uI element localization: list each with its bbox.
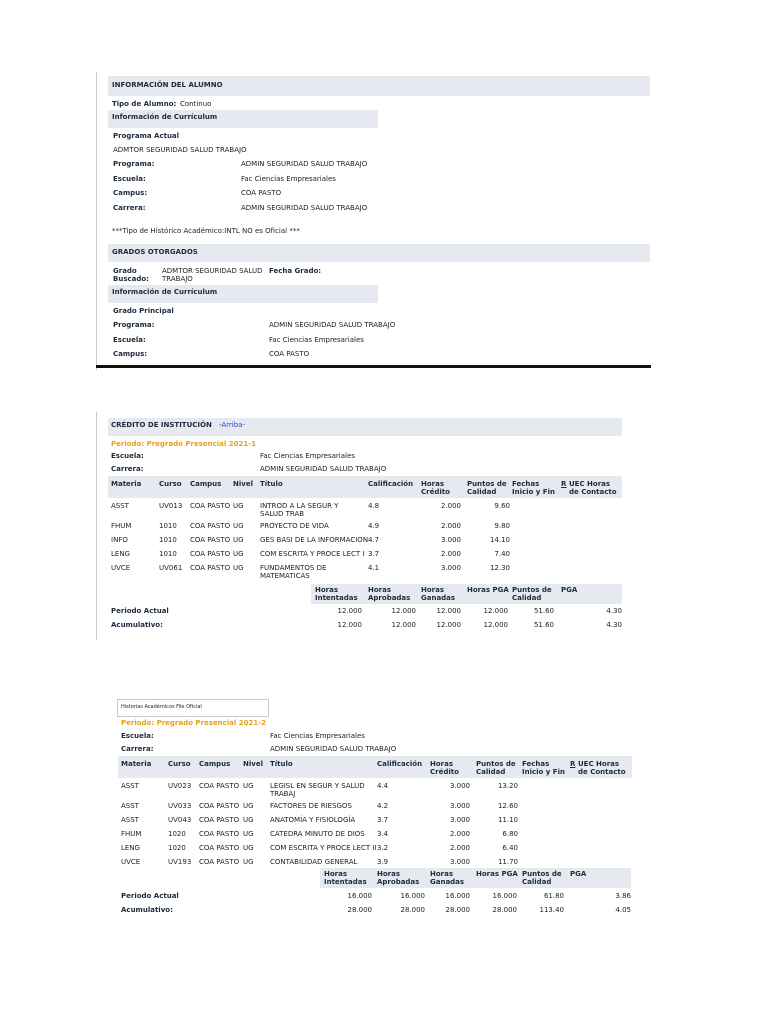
curso: UV043	[168, 816, 192, 824]
titulo: ANATOMÍA Y FISIOLOGÍA	[270, 816, 356, 824]
curso: 1010	[159, 522, 177, 530]
horas: 3.000	[440, 536, 461, 544]
titulo: INTROD A LA SEGUR Y SALUD TRAB	[260, 502, 339, 518]
campus: COA PASTO	[190, 536, 231, 544]
col-calificacion: Calificación	[368, 480, 414, 488]
programa-actual-label: Programa Actual	[113, 132, 180, 140]
puntos: 9.80	[494, 522, 510, 530]
carrera-label: Carrera:	[113, 204, 146, 212]
horas: 3.000	[440, 564, 461, 572]
campus: COA PASTO	[199, 844, 240, 852]
horas: 3.000	[449, 858, 470, 866]
campus: COA PASTO	[190, 564, 231, 572]
col-campus: Campus	[190, 480, 222, 488]
sum-puntos: Puntos de Calidad	[522, 870, 562, 886]
horas-pga: 16.000	[492, 892, 517, 900]
carrera-value: ADMIN SEGURIDAD SALUD TRABAJO	[241, 204, 368, 212]
calificacion: 3.7	[377, 816, 389, 824]
horas: 2.000	[440, 502, 461, 510]
horas: 3.000	[449, 816, 470, 824]
aprobadas: 16.000	[400, 892, 425, 900]
sum-aprobadas: Horas Aprobadas	[377, 870, 420, 886]
unofficial-note: ***Tipo de Histórico Académico:INTL NO es Oficial ***	[112, 227, 300, 235]
horas-pga: 28.000	[492, 906, 517, 914]
col-r: R	[561, 480, 567, 488]
campus: COA PASTO	[199, 858, 240, 866]
campus: COA PASTO	[199, 782, 240, 790]
grados-title: GRADOS OTORGADOS	[112, 248, 198, 256]
calificacion: 4.4	[377, 782, 389, 790]
titulo: PROYECTO DE VIDA	[260, 522, 329, 530]
titulo: GES BASI DE LA INFORMACION	[260, 536, 369, 544]
left-border-2	[96, 412, 97, 640]
summary-label: Acumulativo:	[111, 621, 163, 629]
nivel: UG	[233, 550, 244, 558]
escuela2-value: Fac Ciencias Empresariales	[269, 336, 364, 344]
sum-horas-pga: Horas PGA	[476, 870, 518, 878]
intentadas: 16.000	[347, 892, 372, 900]
calificacion: 3.9	[377, 858, 389, 866]
materia: LENG	[121, 844, 140, 852]
nivel: UG	[243, 844, 254, 852]
materia: UVCE	[121, 858, 141, 866]
aprobadas: 12.000	[391, 607, 416, 615]
sum-pga: PGA	[570, 870, 587, 878]
summary-label: Acumulativo:	[121, 906, 173, 914]
puntos: 51.60	[533, 607, 554, 615]
col-nivel: Nivel	[243, 760, 263, 768]
col-fechas: Fechas Inicio y Fin	[522, 760, 565, 776]
intentadas: 28.000	[347, 906, 372, 914]
section-title: INFORMACIÓN DEL ALUMNO	[112, 81, 223, 89]
materia: ASST	[121, 782, 139, 790]
curso: UV023	[168, 782, 192, 790]
escuela-label-3: Escuela:	[121, 732, 154, 740]
horas: 2.000	[449, 844, 470, 852]
sum-pga: PGA	[561, 586, 578, 594]
curso: 1020	[168, 830, 186, 838]
curso: 1010	[159, 536, 177, 544]
campus: COA PASTO	[190, 550, 231, 558]
campus2-value: COA PASTO	[269, 350, 310, 358]
col-puntos-calidad: Puntos de Calidad	[467, 480, 507, 496]
col-horas-credito: Horas Crédito	[421, 480, 450, 496]
periodo-label-2: Periodo: Pregrado Presencial 2021-2	[121, 719, 266, 727]
puntos: 113.40	[539, 906, 564, 914]
horas: 2.000	[449, 830, 470, 838]
puntos: 14.10	[489, 536, 510, 544]
col-uec: UEC Horas de Contacto	[569, 480, 617, 496]
horas: 3.000	[449, 802, 470, 810]
nivel: UG	[233, 522, 244, 530]
titulo: CONTABILIDAD GENERAL	[270, 858, 358, 866]
campus-value: COA PASTO	[241, 189, 282, 197]
calificacion: 3.2	[377, 844, 389, 852]
bottom-rule	[96, 365, 651, 368]
nivel: UG	[233, 564, 244, 572]
programa-value: ADMIN SEGURIDAD SALUD TRABAJO	[241, 160, 368, 168]
puntos: 12.60	[497, 802, 518, 810]
materia: UVCE	[111, 564, 131, 572]
col-curso: Curso	[168, 760, 191, 768]
curriculum-header: Información de Currículum	[112, 113, 218, 121]
escuela-value: Fac Ciencias Empresariales	[241, 175, 336, 183]
escuela-label: Escuela:	[113, 175, 146, 183]
sum-horas-pga: Horas PGA	[467, 586, 509, 594]
puntos: 51.60	[533, 621, 554, 629]
materia: LENG	[111, 550, 130, 558]
campus-label: Campus:	[113, 189, 148, 197]
pga: 4.30	[606, 621, 622, 629]
credit-title: CRÉDITO DE INSTITUCIÓN	[111, 421, 212, 429]
grado-buscado-value: ADMTOR SEGURIDAD SALUD TRABAJO	[162, 267, 263, 283]
ganadas: 16.000	[445, 892, 470, 900]
calificacion: 4.9	[368, 522, 380, 530]
titulo: LEGISL EN SEGUR Y SALUD TRABAJ	[270, 782, 365, 798]
nivel: UG	[243, 802, 254, 810]
puntos: 6.80	[502, 830, 518, 838]
col-materia: Materia	[111, 480, 142, 488]
ganadas: 12.000	[436, 607, 461, 615]
intentadas: 12.000	[337, 607, 362, 615]
programa2-value: ADMIN SEGURIDAD SALUD TRABAJO	[269, 321, 396, 329]
unofficial-box-text: Historias Académicos File Oficial	[121, 704, 202, 710]
programa-actual-value: ADMTOR SEGURIDAD SALUD TRABAJO	[113, 146, 247, 154]
materia: FHUM	[111, 522, 132, 530]
intentadas: 12.000	[337, 621, 362, 629]
horas: 3.000	[449, 782, 470, 790]
escuela-value-2: Fac Ciencias Empresariales	[260, 452, 355, 460]
curso: 1010	[159, 550, 177, 558]
calificacion: 4.7	[368, 536, 380, 544]
nivel: UG	[233, 502, 244, 510]
col-r: R	[570, 760, 576, 768]
col-campus: Campus	[199, 760, 231, 768]
calificacion: 4.1	[368, 564, 380, 572]
fecha-grado-label: Fecha Grado:	[269, 267, 322, 275]
pga: 3.86	[615, 892, 631, 900]
nivel: UG	[243, 830, 254, 838]
summary-label: Periodo Actual	[111, 607, 169, 615]
campus: COA PASTO	[190, 502, 231, 510]
puntos: 11.70	[497, 858, 518, 866]
puntos: 7.40	[494, 550, 510, 558]
tipo-alumno-label: Tipo de Alumno:	[112, 100, 177, 108]
puntos: 61.80	[543, 892, 564, 900]
left-border	[96, 72, 97, 370]
col-nivel: Nivel	[233, 480, 253, 488]
ganadas: 28.000	[445, 906, 470, 914]
calificacion: 4.2	[377, 802, 389, 810]
escuela2-label: Escuela:	[113, 336, 146, 344]
calificacion: 4.8	[368, 502, 380, 510]
horas-pga: 12.000	[483, 607, 508, 615]
sum-intentadas: Horas Intentadas	[315, 586, 358, 602]
grado-buscado-label: Grado Buscado:	[113, 267, 149, 283]
horas: 2.000	[440, 550, 461, 558]
materia: ASST	[121, 816, 139, 824]
curso: UV033	[168, 802, 192, 810]
col-calificacion: Calificación	[377, 760, 423, 768]
titulo: FACTORES DE RIESGOS	[270, 802, 352, 810]
campus: COA PASTO	[199, 830, 240, 838]
sum-aprobadas: Horas Aprobadas	[368, 586, 411, 602]
horas-pga: 12.000	[483, 621, 508, 629]
puntos: 11.10	[497, 816, 518, 824]
col-fechas: Fechas Inicio y Fin	[512, 480, 555, 496]
nivel: UG	[243, 858, 254, 866]
puntos: 6.40	[502, 844, 518, 852]
calificacion: 3.4	[377, 830, 389, 838]
col-materia: Materia	[121, 760, 152, 768]
campus2-label: Campus:	[113, 350, 148, 358]
sum-puntos: Puntos de Calidad	[512, 586, 552, 602]
titulo: CATEDRA MINUTO DE DIOS	[270, 830, 365, 838]
nivel: UG	[243, 782, 254, 790]
col-uec: UEC Horas de Contacto	[578, 760, 626, 776]
escuela-value-3: Fac Ciencias Empresariales	[270, 732, 365, 740]
curso: UV013	[159, 502, 183, 510]
campus: COA PASTO	[190, 522, 231, 530]
puntos: 9.60	[494, 502, 510, 510]
pga: 4.30	[606, 607, 622, 615]
summary-label: Periodo Actual	[121, 892, 179, 900]
curso: UV193	[168, 858, 192, 866]
tipo-alumno-value: Continuo	[180, 100, 212, 108]
puntos: 13.20	[497, 782, 518, 790]
carrera-label-3: Carrera:	[121, 745, 154, 753]
programa-label: Programa:	[113, 160, 155, 168]
nivel: UG	[233, 536, 244, 544]
titulo: COM ESCRITA Y PROCE LECT II	[270, 844, 377, 852]
carrera-value-3: ADMIN SEGURIDAD SALUD TRABAJO	[270, 745, 397, 753]
horas: 2.000	[440, 522, 461, 530]
col-titulo: Título	[270, 760, 293, 768]
materia: INFO	[111, 536, 128, 544]
col-titulo: Título	[260, 480, 283, 488]
curso: UV061	[159, 564, 183, 572]
sum-ganadas: Horas Ganadas	[421, 586, 456, 602]
sum-intentadas: Horas Intentadas	[324, 870, 367, 886]
materia: ASST	[121, 802, 139, 810]
campus: COA PASTO	[199, 816, 240, 824]
escuela-label-2: Escuela:	[111, 452, 144, 460]
puntos: 12.30	[489, 564, 510, 572]
aprobadas: 28.000	[400, 906, 425, 914]
aprobadas: 12.000	[391, 621, 416, 629]
carrera-label-2: Carrera:	[111, 465, 144, 473]
calificacion: 3.7	[368, 550, 380, 558]
col-curso: Curso	[159, 480, 182, 488]
materia: ASST	[111, 502, 129, 510]
pga: 4.05	[615, 906, 631, 914]
curso: 1020	[168, 844, 186, 852]
titulo: FUNDAMENTOS DE MATEMATICAS	[260, 564, 327, 580]
materia: FHUM	[121, 830, 142, 838]
grado-principal-label: Grado Principal	[113, 307, 174, 315]
ganadas: 12.000	[436, 621, 461, 629]
curriculum-header-2: Información de Currículum	[112, 288, 218, 296]
col-puntos-calidad: Puntos de Calidad	[476, 760, 516, 776]
titulo: COM ESCRITA Y PROCE LECT I	[260, 550, 365, 558]
campus: COA PASTO	[199, 802, 240, 810]
col-horas-credito: Horas Crédito	[430, 760, 459, 776]
sum-ganadas: Horas Ganadas	[430, 870, 465, 886]
periodo-label: Periodo: Pregrado Presencial 2021-1	[111, 440, 256, 448]
programa2-label: Programa:	[113, 321, 155, 329]
arriba-link[interactable]: -Arriba-	[219, 421, 245, 429]
nivel: UG	[243, 816, 254, 824]
carrera-value-2: ADMIN SEGURIDAD SALUD TRABAJO	[260, 465, 387, 473]
